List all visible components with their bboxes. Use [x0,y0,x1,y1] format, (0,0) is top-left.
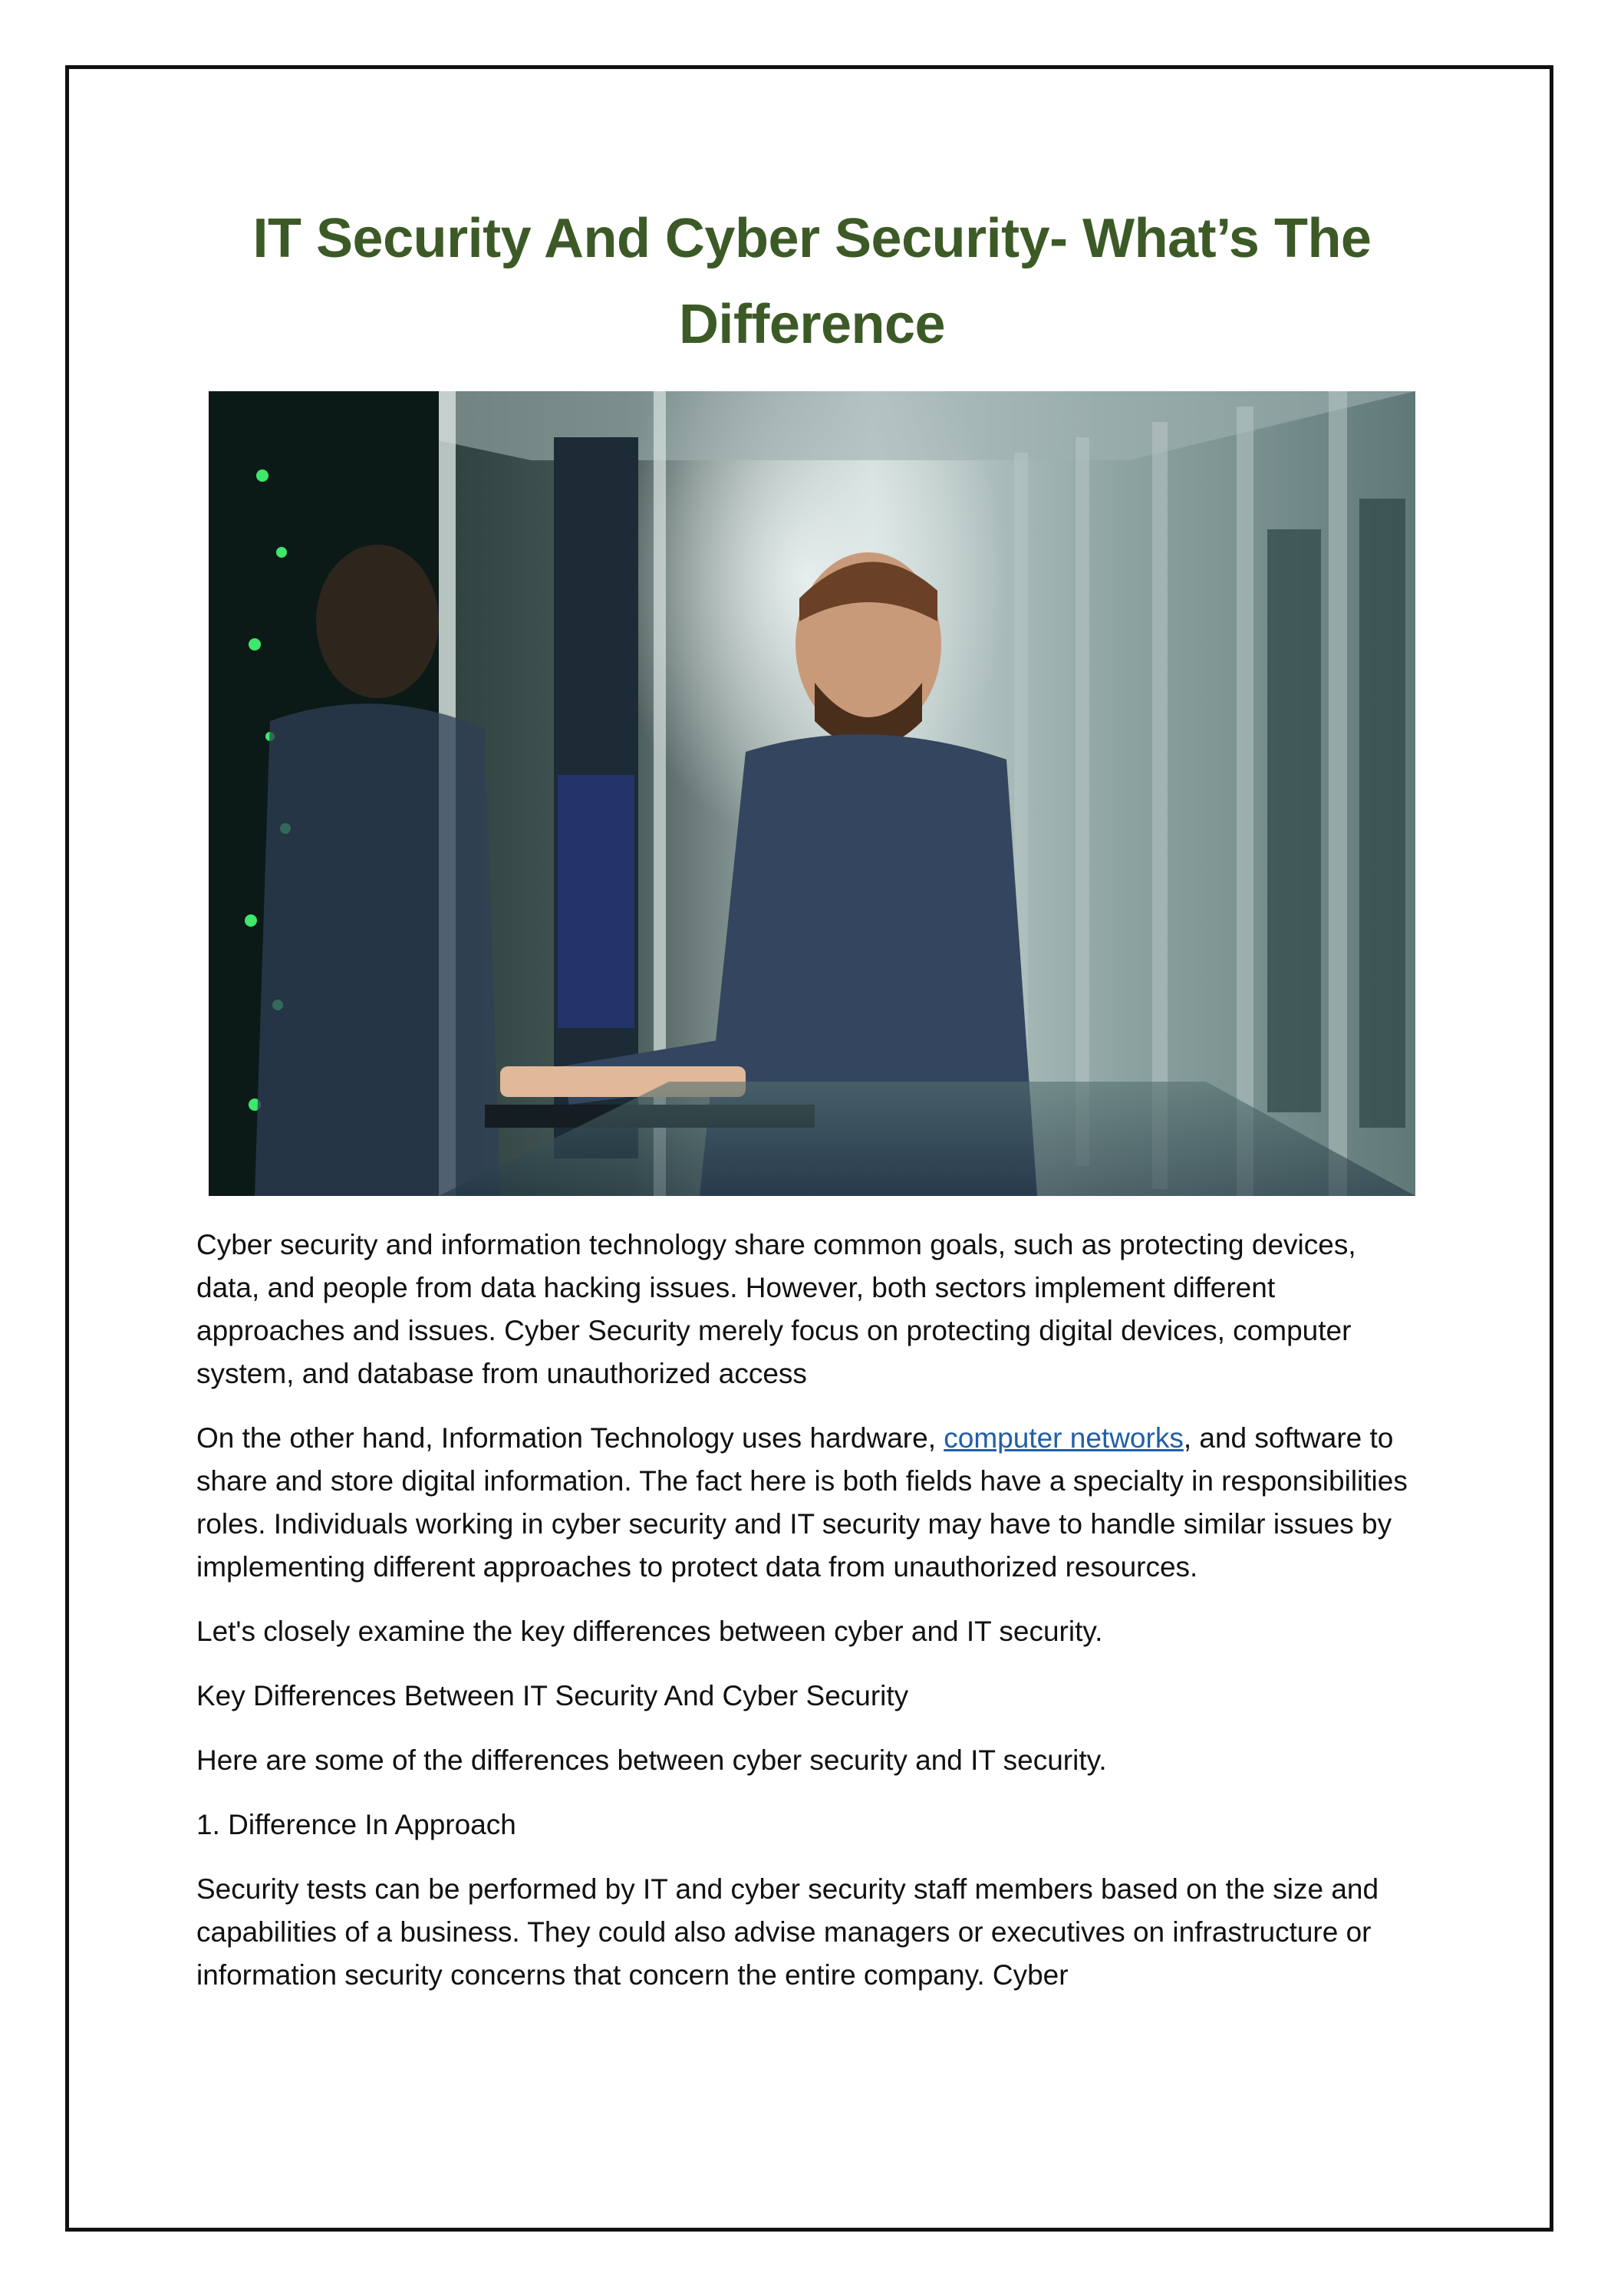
section-heading-key-differences: Key Differences Between IT Security And Cyber Security [196,1680,909,1711]
paragraph-it-overview-start: On the other hand, Information Technology uses hardware, [196,1422,944,1454]
paragraph-it-overview-end: , and software to share and store digital information. The fact here is both fields have a specialty in responsibilities roles. Individuals working in cyber security and IT security may have to handle similar issues by implementing different approaches to protect data from unauthorized resources. [196,1422,1408,1583]
paragraph-intro: Cyber security and information technology share common goals, such as protecting devices, data, and people from data hacking issues. However, both sectors implement different approaches and issues. Cyber Security merely focus on protecting digital devices, computer system, and database from unauthorized access [196,1229,1356,1389]
paragraph-differences-intro: Here are some of the differences between cyber security and IT security. [196,1744,1107,1776]
server-room-photo [209,391,1415,1196]
paragraph-it-overview [196,1417,1424,1589]
paragraph-security-tests: Security tests can be performed by IT and cyber security staff members based on the size and capabilities of a business. They could also advise managers or executives on infrastructure or information security concerns that concern the entire company. Cyber [196,1873,1379,1991]
subheading-difference-in-approach: 1. Difference In Approach [196,1809,516,1840]
paragraph-examine: Let's closely examine the key differences between cyber and IT security. [196,1616,1103,1647]
page-title: IT Security And Cyber Security- What’s The Difference [252,208,1372,355]
computer-networks-link[interactable]: computer networks [944,1422,1184,1454]
article-body [196,1224,1424,2018]
